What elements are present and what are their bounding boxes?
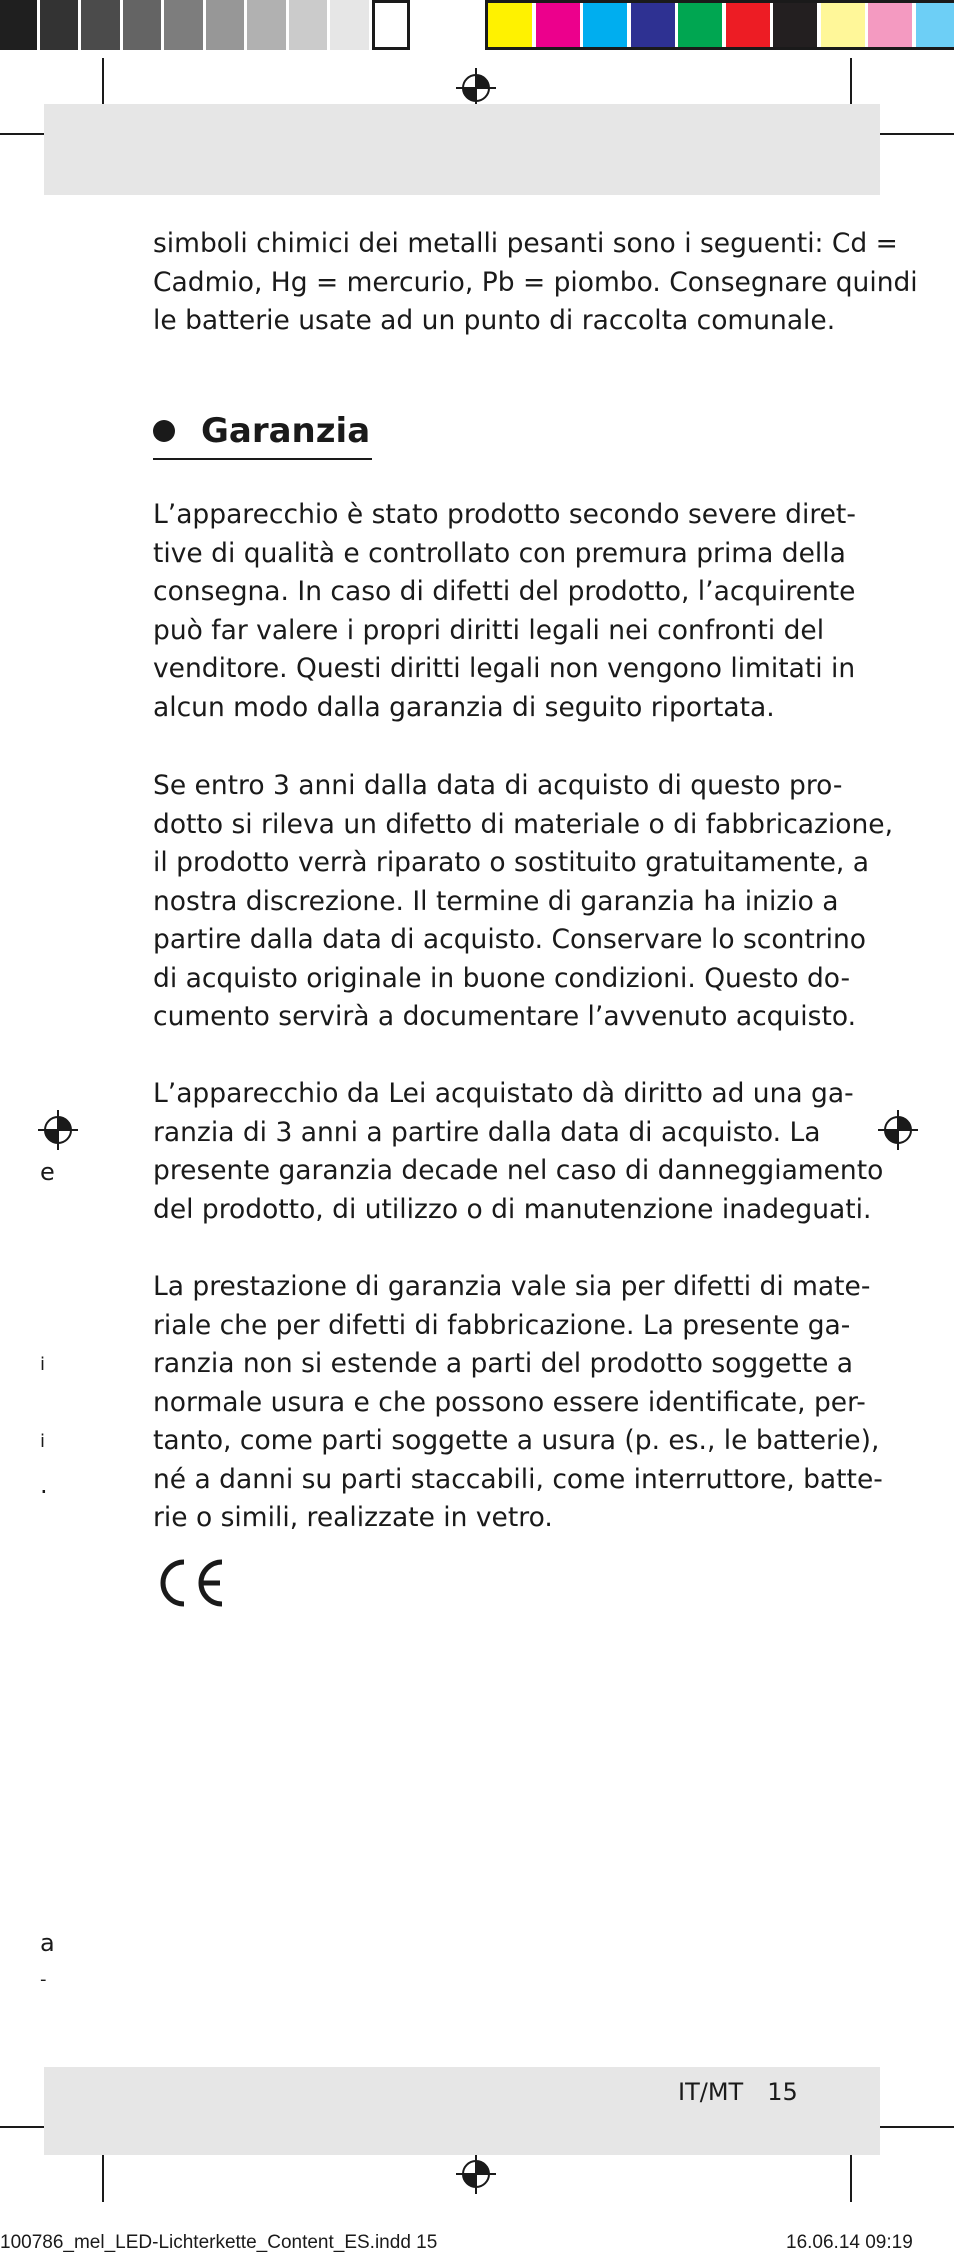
gray-swatch [0,0,37,50]
color-swatch [631,3,675,47]
crop-mark [872,133,954,135]
text-line: tanto, come parti soggette a usura (p. es., le batterie), [153,1425,880,1456]
date-slug: 16.06.14 09:19 [786,2232,913,2253]
text-line: rie o simili, realizzate in vetro. [153,1502,553,1533]
text-line: L’apparecchio è stato prodotto secondo severe diret- [153,499,856,530]
text-line: il prodotto verrà riparato o sostituito gratuitamente, a [153,847,870,878]
locale-code: IT/MT [678,2078,744,2106]
text-line: del prodotto, di utilizzo o di manutenzione inadeguati. [153,1193,872,1225]
section-heading [153,410,372,460]
color-swatch [916,3,954,47]
edge-fragment: a [40,1929,55,1957]
text-line: partire dalla data di acquisto. Conservare lo scontrino [153,924,867,955]
text-line: cumento servirà a documentare l’avvenuto acquisto. [153,1001,857,1032]
registration-mark-icon [876,1108,920,1152]
bullet-icon [153,420,175,442]
color-swatch [678,3,722,47]
text-line: alcun modo dalla garanzia di seguito riportata. [153,691,775,723]
text-line: né a danni su parti staccabili, come interruttore, batte- [153,1463,883,1495]
edge-fragment: . [40,1471,48,1499]
color-swatch [868,3,912,47]
ce-mark-icon [152,1556,226,1610]
crop-mark [102,2150,104,2202]
color-swatch [773,3,817,47]
page-footer [678,2074,798,2110]
heading-title: Garanzia [201,411,371,451]
text-line: La prestazione di garanzia vale sia per difetti di mate- [153,1271,871,1302]
text-line: ranzia di 3 anni a partire dalla data di acquisto. La [153,1116,821,1148]
crop-mark [850,2150,852,2202]
warranty-paragraph-4 [153,1268,883,1538]
text-line: le batterie usate ad un punto di raccolta comunale. [153,305,836,336]
gray-swatch [372,0,411,50]
gray-swatch [123,0,162,50]
color-swatch [821,3,865,47]
color-swatch [488,3,532,47]
text-line: L’apparecchio da Lei acquistato dà diritto ad una ga- [153,1078,854,1109]
edge-fragment: e [40,1158,55,1186]
warranty-paragraph-1 [153,496,856,727]
registration-mark-icon [454,2152,498,2196]
text-line: Cadmio, Hg = mercurio, Pb = piombo. Consegnare quindi [153,266,918,298]
page-number: 15 [767,2078,798,2106]
file-slug: 100786_mel_LED-Lichterkette_Content_ES.indd 15 [0,2232,438,2253]
gray-swatch [40,0,79,50]
text-line: di acquisto originale in buone condizioni. Questo do- [153,962,851,994]
gray-swatch [330,0,369,50]
intro-paragraph [153,225,918,341]
gray-swatch [81,0,120,50]
color-swatch [536,3,580,47]
text-line: venditore. Questi diritti legali non vengono limitati in [153,653,856,684]
registration-mark-icon [36,1108,80,1152]
edge-fragment: - [40,1969,47,1990]
gray-swatch [164,0,203,50]
text-line: presente garanzia decade nel caso di danneggiamento [153,1155,884,1186]
color-swatch [583,3,627,47]
text-line: simboli chimici dei metalli pesanti sono i seguenti: Cd = [153,228,898,259]
text-line: consegna. In caso di difetti del prodotto, l’acquirente [153,576,856,607]
text-line: tive di qualità e controllato con premura prima della [153,537,846,569]
header-band [44,104,880,195]
text-line: ranzia non si estende a parti del prodotto soggette a [153,1348,854,1379]
gray-swatch [289,0,328,50]
text-line: normale usura e che possono essere identificate, per- [153,1386,866,1418]
crop-mark [102,58,104,110]
text-line: dotto si rileva un difetto di materiale o di fabbricazione, [153,808,894,840]
warranty-paragraph-2 [153,767,894,1037]
crop-mark [850,58,852,110]
warranty-paragraph-3 [153,1075,884,1229]
text-line: riale che per difetti di fabbricazione. La presente ga- [153,1309,851,1341]
text-line: nostra discrezione. Il termine di garanzia ha inizio a [153,885,839,917]
text-line: può far valere i propri diritti legali nei confronti del [153,614,825,646]
edge-fragment: i [40,1431,46,1452]
text-line: Se entro 3 anni dalla data di acquisto di questo pro- [153,770,843,801]
color-swatch [726,3,770,47]
gray-swatch [247,0,286,50]
gray-swatch [206,0,245,50]
edge-fragment: i [40,1354,46,1375]
crop-mark [872,2126,954,2128]
